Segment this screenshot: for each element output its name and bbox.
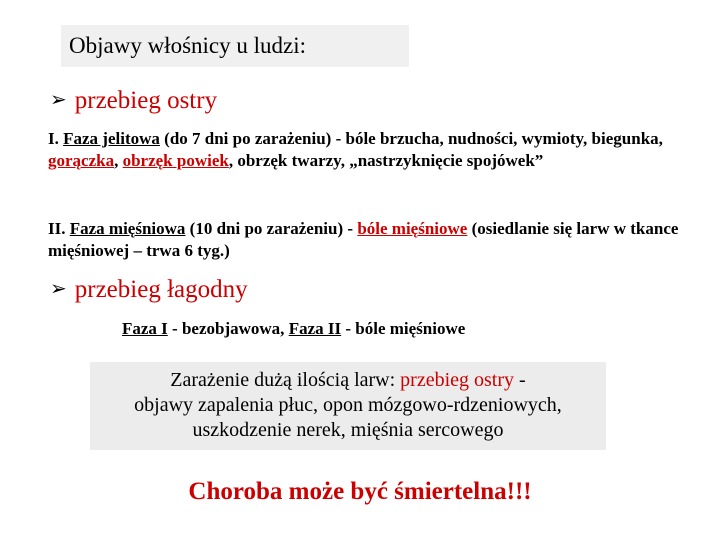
bullet-mild: [50, 273, 248, 305]
symptom-eyelid: obrzęk powiek: [122, 151, 229, 170]
arrow-bullet-icon: ➢: [50, 87, 67, 111]
box-line-2: objawy zapalenia płuc, opon mózgowo-rdzeniowych,: [134, 394, 562, 416]
mild-phase2-text: - bóle mięśniowe: [341, 319, 466, 338]
bullet-mild-label: przebieg łagodny: [74, 276, 248, 303]
fatal-warning: Choroba może być śmiertelna!!!: [188, 478, 532, 505]
phase1-label: Faza jelitowa: [63, 129, 160, 148]
phase2-paragraph: [48, 218, 688, 262]
symptom-fever: gorączka: [48, 151, 115, 170]
heavy-infection-box: [90, 362, 606, 450]
phase2-label: Faza mięśniowa: [69, 219, 186, 238]
box-line-3: uszkodzenie nerek, mięśnia sercowego: [192, 419, 504, 441]
phase1-number: I.: [48, 129, 59, 148]
phase1-text-a: (do 7 dni po zarażeniu) - bóle brzucha, nudności, wymioty, biegunka,: [159, 129, 663, 148]
phase1-sep: ,: [114, 151, 123, 170]
phase2-text-a: (10 dni po zarażeniu) -: [185, 219, 358, 238]
mild-phase1-text: - bezobjawowa,: [167, 319, 289, 338]
bullet-acute-label: przebieg ostry: [74, 87, 218, 114]
phase2-number: II.: [48, 219, 66, 238]
mild-phase2-label: Faza II: [288, 319, 342, 338]
box-highlight: przebieg ostry: [400, 369, 515, 391]
mild-phases-line: [122, 318, 465, 340]
phase1-text-b: , obrzęk twarzy, „nastrzyknięcie spojówek”: [228, 151, 544, 170]
slide-title-text: Objawy włośnicy u ludzi:: [69, 33, 306, 58]
box-line-1: [90, 368, 606, 393]
box-lead: Zarażenie dużą ilością larw:: [170, 369, 401, 391]
bullet-acute: [50, 84, 217, 116]
box-dash: -: [514, 369, 526, 391]
mild-phase1-label: Faza I: [122, 319, 168, 338]
arrow-bullet-icon: ➢: [50, 276, 67, 300]
slide-title: [61, 25, 409, 67]
phase1-paragraph: [48, 128, 688, 172]
phase2-text-b: (osiedlanie się larw w tkance mięśniowej – trwa 6 tyg.): [48, 219, 679, 260]
symptom-muscle-pain: bóle mięśniowe: [357, 219, 468, 238]
